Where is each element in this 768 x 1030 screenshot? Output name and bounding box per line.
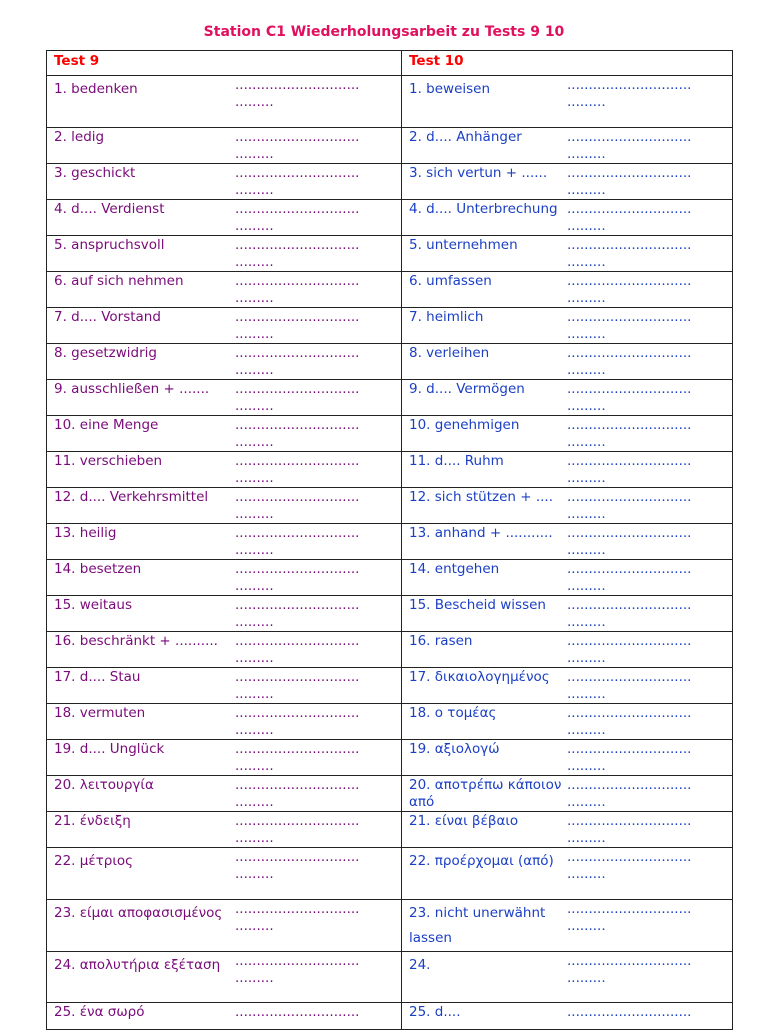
answer-blank-line2: ......... — [567, 254, 606, 270]
answer-blank — [567, 596, 713, 631]
answer-blank-line1: ............................. — [235, 849, 360, 865]
answer-blank-line1: ............................. — [235, 417, 360, 433]
term-label: 5. anspruchsvoll — [54, 237, 165, 253]
answer-blank — [235, 632, 381, 667]
term-label: 11. verschieben — [54, 453, 163, 469]
right-cell — [402, 308, 733, 344]
answer-blank-line1: ............................. — [567, 741, 692, 757]
answer-blank-line1: ............................. — [567, 273, 692, 289]
term-label: 8. gesetzwidrig — [54, 345, 157, 361]
answer-blank-line2: ......... — [235, 918, 274, 934]
answer-blank — [235, 308, 381, 343]
left-cell — [47, 596, 402, 632]
term-label: 19. αξιολογώ — [409, 741, 500, 757]
table-row — [47, 560, 733, 596]
table-row — [47, 776, 733, 812]
answer-blank-line2: ......... — [235, 470, 274, 486]
answer-blank-line1: ............................. — [235, 705, 360, 721]
answer-blank-line2: ......... — [567, 578, 606, 594]
answer-blank — [235, 900, 381, 951]
table-row — [47, 632, 733, 668]
term-label: 13. heilig — [54, 525, 117, 541]
left-cell — [47, 560, 402, 596]
answer-blank-line2: ......... — [235, 326, 274, 342]
answer-blank — [567, 668, 713, 703]
answer-blank-line2: ......... — [567, 326, 606, 342]
table-row — [47, 952, 733, 1003]
term-label: 13. anhand + ........... — [409, 525, 553, 541]
term-label: 22. προέρχομαι (από) — [409, 853, 554, 869]
left-cell — [47, 632, 402, 668]
answer-blank-line1: ............................. — [235, 489, 360, 505]
left-cell — [47, 308, 402, 344]
table-row — [47, 272, 733, 308]
answer-blank-line2: ......... — [567, 506, 606, 522]
term-label: 6. umfassen — [409, 273, 492, 289]
term-label: 12. sich stützen + .... — [409, 489, 553, 505]
answer-blank — [235, 344, 381, 379]
term-label: 23. είμαι αποφασισμένος — [54, 905, 223, 921]
right-cell — [402, 488, 733, 524]
answer-blank — [567, 308, 713, 343]
answer-blank-line2: ......... — [235, 146, 274, 162]
answer-blank-line2: ......... — [235, 794, 274, 810]
right-cell — [402, 740, 733, 776]
table-row — [47, 488, 733, 524]
term-label: 7. d.... Vorstand — [54, 309, 161, 325]
answer-blank-line2: ......... — [567, 542, 606, 558]
answer-blank-line2: ......... — [235, 970, 274, 986]
answer-blank-line1: ............................. — [235, 381, 360, 397]
left-cell — [47, 704, 402, 740]
vocabulary-table — [46, 50, 733, 1030]
page-title: Station C1 Wiederholungsarbeit zu Tests 9 10 — [203, 24, 565, 40]
right-cell — [402, 236, 733, 272]
term-label: 23. nicht unerwähnt lassen — [409, 905, 546, 946]
answer-blank — [567, 272, 713, 307]
right-cell — [402, 596, 733, 632]
right-cell — [402, 380, 733, 416]
answer-blank-line1: ............................. — [235, 953, 360, 969]
answer-blank — [567, 452, 713, 487]
table-row — [47, 128, 733, 164]
answer-blank — [235, 560, 381, 595]
left-cell — [47, 740, 402, 776]
term-label: 25. ένα σωρό — [54, 1004, 145, 1020]
answer-blank-line1: ............................. — [235, 777, 360, 793]
table-row — [47, 344, 733, 380]
term-label: 24. απολυτήρια εξέταση — [54, 957, 221, 973]
term-label: 2. ledig — [54, 129, 105, 145]
answer-blank — [235, 236, 381, 271]
answer-blank — [567, 524, 713, 559]
left-cell — [47, 416, 402, 452]
answer-blank — [567, 1003, 713, 1029]
answer-blank-line2: ......... — [567, 182, 606, 198]
right-cell — [402, 452, 733, 488]
right-cell — [402, 416, 733, 452]
answer-blank-line1: ............................. — [567, 525, 692, 541]
header-row — [47, 51, 733, 76]
table-row — [47, 704, 733, 740]
answer-blank — [235, 452, 381, 487]
answer-blank — [235, 704, 381, 739]
table-row — [47, 380, 733, 416]
term-label: 1. bedenken — [54, 81, 138, 97]
term-label: 18. vermuten — [54, 705, 146, 721]
answer-blank-line2: ......... — [235, 830, 274, 846]
answer-blank-line2: ......... — [567, 758, 606, 774]
answer-blank-line1: ............................. — [567, 561, 692, 577]
table-row — [47, 812, 733, 848]
term-label: 17. d.... Stau — [54, 669, 141, 685]
term-label: 9. ausschließen + ....... — [54, 381, 210, 397]
table-row — [47, 236, 733, 272]
answer-blank — [567, 128, 713, 163]
answer-blank-line1: ............................. — [567, 633, 692, 649]
term-label: 11. d.... Ruhm — [409, 453, 504, 469]
answer-blank — [567, 200, 713, 235]
table-row — [47, 668, 733, 704]
term-label: 22. μέτριος — [54, 853, 134, 869]
table-row — [47, 900, 733, 952]
answer-blank — [567, 416, 713, 451]
answer-blank — [567, 900, 713, 951]
answer-blank-line2: ......... — [567, 434, 606, 450]
right-cell — [402, 900, 733, 952]
answer-blank-line2: ......... — [235, 434, 274, 450]
answer-blank — [567, 740, 713, 775]
answer-blank-line2: ......... — [567, 290, 606, 306]
answer-blank-line2: ......... — [567, 794, 606, 810]
term-label: 6. auf sich nehmen — [54, 273, 184, 289]
answer-blank-line1: ............................. — [567, 237, 692, 253]
answer-blank-line2: ......... — [567, 970, 606, 986]
term-label: 18. ο τομέας — [409, 705, 497, 721]
answer-blank — [235, 128, 381, 163]
right-cell — [402, 812, 733, 848]
answer-blank — [567, 344, 713, 379]
answer-blank-line1: ............................. — [567, 77, 692, 93]
answer-blank — [235, 380, 381, 415]
term-label: 21. είναι βέβαιο — [409, 813, 519, 829]
term-label: 3. sich vertun + ...... — [409, 165, 548, 181]
term-label: 9. d.... Vermögen — [409, 381, 525, 397]
left-cell — [47, 76, 402, 128]
term-label: 17. δικαιολογημένος — [409, 669, 550, 685]
answer-blank — [567, 164, 713, 199]
answer-blank — [567, 560, 713, 595]
answer-blank-line1: ............................. — [235, 597, 360, 613]
right-cell — [402, 952, 733, 1003]
answer-blank-line2: ......... — [567, 650, 606, 666]
answer-blank — [235, 272, 381, 307]
answer-blank — [567, 952, 713, 1002]
left-cell — [47, 200, 402, 236]
term-label: 21. ένδειξη — [54, 813, 131, 829]
answer-blank-line2: ......... — [235, 182, 274, 198]
answer-blank-line2: ......... — [235, 218, 274, 234]
term-label: 20. λειτουργία — [54, 777, 154, 793]
table-row — [47, 848, 733, 900]
left-cell — [47, 812, 402, 848]
answer-blank-line1: ............................. — [235, 561, 360, 577]
right-cell — [402, 1003, 733, 1030]
left-cell — [47, 1003, 402, 1030]
answer-blank-line1: ............................. — [567, 597, 692, 613]
left-cell — [47, 848, 402, 900]
term-label: 3. geschickt — [54, 165, 136, 181]
table-row — [47, 524, 733, 560]
answer-blank-line2: ......... — [567, 146, 606, 162]
term-label: 2. d.... Anhänger — [409, 129, 522, 145]
answer-blank-line2: ......... — [235, 398, 274, 414]
answer-blank-line1: ............................. — [567, 165, 692, 181]
left-cell — [47, 236, 402, 272]
answer-blank-line1: ............................. — [567, 129, 692, 145]
term-label: 16. beschränkt + .......... — [54, 633, 218, 649]
answer-blank — [235, 1003, 381, 1029]
answer-blank-line2: ......... — [235, 578, 274, 594]
answer-blank — [567, 704, 713, 739]
table-row — [47, 200, 733, 236]
term-label: 7. heimlich — [409, 309, 484, 325]
left-cell — [47, 380, 402, 416]
term-label: 1. beweisen — [409, 81, 491, 97]
answer-blank — [235, 596, 381, 631]
answer-blank-line2: ......... — [567, 218, 606, 234]
answer-blank — [567, 76, 713, 127]
answer-blank-line2: ......... — [235, 254, 274, 270]
answer-blank-line1: ............................. — [567, 669, 692, 685]
right-cell — [402, 560, 733, 596]
term-label: 16. rasen — [409, 633, 473, 649]
answer-blank-line2: ......... — [567, 398, 606, 414]
answer-blank-line1: ............................. — [235, 345, 360, 361]
answer-blank — [567, 236, 713, 271]
table-row — [47, 416, 733, 452]
answer-blank — [235, 488, 381, 523]
answer-blank-line2: ......... — [235, 614, 274, 630]
answer-blank-line2: ......... — [235, 506, 274, 522]
right-cell — [402, 524, 733, 560]
answer-blank-line2: ......... — [567, 686, 606, 702]
answer-blank-line1: ............................. — [235, 525, 360, 541]
answer-blank-line2: ......... — [235, 686, 274, 702]
answer-blank-line1: ............................. — [235, 901, 360, 917]
answer-blank-line1: ............................. — [567, 953, 692, 969]
right-cell — [402, 632, 733, 668]
answer-blank — [235, 812, 381, 847]
answer-blank-line1: ............................. — [567, 345, 692, 361]
answer-blank — [235, 776, 381, 811]
table-row — [47, 1003, 733, 1030]
term-label: 4. d.... Verdienst — [54, 201, 165, 217]
answer-blank-line1: ............................. — [235, 273, 360, 289]
answer-blank — [235, 200, 381, 235]
answer-blank — [567, 380, 713, 415]
right-cell — [402, 704, 733, 740]
answer-blank-line1: ............................. — [567, 901, 692, 917]
answer-blank-line1: ............................. — [235, 1004, 360, 1020]
answer-blank-line1: ............................. — [235, 453, 360, 469]
answer-blank-line1: ............................. — [567, 489, 692, 505]
answer-blank-line1: ............................. — [567, 1004, 692, 1020]
table-row — [47, 452, 733, 488]
left-cell — [47, 128, 402, 164]
answer-blank — [235, 164, 381, 199]
answer-blank-line2: ......... — [235, 362, 274, 378]
answer-blank-line1: ............................. — [235, 165, 360, 181]
answer-blank-line1: ............................. — [235, 77, 360, 93]
answer-blank-line2: ......... — [567, 362, 606, 378]
answer-blank — [567, 488, 713, 523]
header-test-9: Test 9 — [54, 53, 100, 69]
right-cell — [402, 668, 733, 704]
left-cell — [47, 344, 402, 380]
answer-blank — [235, 740, 381, 775]
answer-blank-line1: ............................. — [567, 813, 692, 829]
term-label: 4. d.... Unterbrechung — [409, 201, 558, 217]
left-cell — [47, 900, 402, 952]
left-cell — [47, 164, 402, 200]
right-cell — [402, 272, 733, 308]
term-label: 15. Bescheid wissen — [409, 597, 546, 613]
left-cell — [47, 452, 402, 488]
answer-blank — [235, 416, 381, 451]
answer-blank-line2: ......... — [235, 650, 274, 666]
answer-blank-line2: ......... — [235, 758, 274, 774]
answer-blank-line1: ............................. — [235, 741, 360, 757]
table-row — [47, 596, 733, 632]
answer-blank-line2: ......... — [567, 470, 606, 486]
answer-blank — [235, 952, 381, 1002]
answer-blank — [235, 524, 381, 559]
term-label: 25. d.... — [409, 1004, 461, 1020]
answer-blank — [235, 848, 381, 899]
left-cell — [47, 524, 402, 560]
answer-blank-line2: ......... — [567, 614, 606, 630]
left-cell — [47, 272, 402, 308]
answer-blank-line1: ............................. — [235, 813, 360, 829]
answer-blank — [567, 776, 713, 811]
table-row — [47, 308, 733, 344]
answer-blank-line1: ............................. — [567, 453, 692, 469]
term-label: 14. besetzen — [54, 561, 142, 577]
table-row — [47, 76, 733, 128]
answer-blank-line1: ............................. — [567, 705, 692, 721]
answer-blank — [235, 76, 381, 127]
answer-blank-line1: ............................. — [567, 309, 692, 325]
left-cell — [47, 776, 402, 812]
right-cell — [402, 164, 733, 200]
right-cell — [402, 128, 733, 164]
term-label: 19. d.... Unglück — [54, 741, 165, 757]
answer-blank-line2: ......... — [567, 722, 606, 738]
term-label: 10. genehmigen — [409, 417, 520, 433]
answer-blank-line1: ............................. — [567, 777, 692, 793]
right-cell — [402, 344, 733, 380]
term-label: 24. — [409, 957, 431, 973]
term-label: 20. αποτρέπω κάποιον από — [409, 777, 562, 810]
answer-blank-line1: ............................. — [235, 237, 360, 253]
answer-blank — [567, 848, 713, 899]
answer-blank — [235, 668, 381, 703]
answer-blank-line2: ......... — [235, 94, 274, 110]
answer-blank-line2: ......... — [567, 830, 606, 846]
table-row — [47, 740, 733, 776]
answer-blank-line1: ............................. — [567, 849, 692, 865]
term-label: 12. d.... Verkehrsmittel — [54, 489, 209, 505]
answer-blank-line2: ......... — [567, 918, 606, 934]
answer-blank-line2: ......... — [235, 866, 274, 882]
term-label: 10. eine Menge — [54, 417, 159, 433]
answer-blank-line1: ............................. — [235, 129, 360, 145]
header-test-10: Test 10 — [409, 53, 464, 69]
answer-blank-line1: ............................. — [567, 201, 692, 217]
answer-blank-line1: ............................. — [235, 633, 360, 649]
term-label: 15. weitaus — [54, 597, 133, 613]
right-cell — [402, 848, 733, 900]
term-label: 8. verleihen — [409, 345, 490, 361]
answer-blank-line2: ......... — [235, 722, 274, 738]
answer-blank-line2: ......... — [567, 866, 606, 882]
answer-blank-line1: ............................. — [567, 417, 692, 433]
answer-blank-line1: ............................. — [235, 669, 360, 685]
term-label: 14. entgehen — [409, 561, 500, 577]
right-cell — [402, 776, 733, 812]
answer-blank — [567, 632, 713, 667]
right-cell — [402, 200, 733, 236]
answer-blank-line2: ......... — [235, 290, 274, 306]
answer-blank-line1: ............................. — [567, 381, 692, 397]
answer-blank-line1: ............................. — [235, 201, 360, 217]
answer-blank-line2: ......... — [567, 94, 606, 110]
left-cell — [47, 668, 402, 704]
left-cell — [47, 488, 402, 524]
right-cell — [402, 76, 733, 128]
answer-blank — [567, 812, 713, 847]
answer-blank-line2: ......... — [235, 542, 274, 558]
left-cell — [47, 952, 402, 1003]
term-label: 5. unternehmen — [409, 237, 518, 253]
answer-blank-line1: ............................. — [235, 309, 360, 325]
table-row — [47, 164, 733, 200]
